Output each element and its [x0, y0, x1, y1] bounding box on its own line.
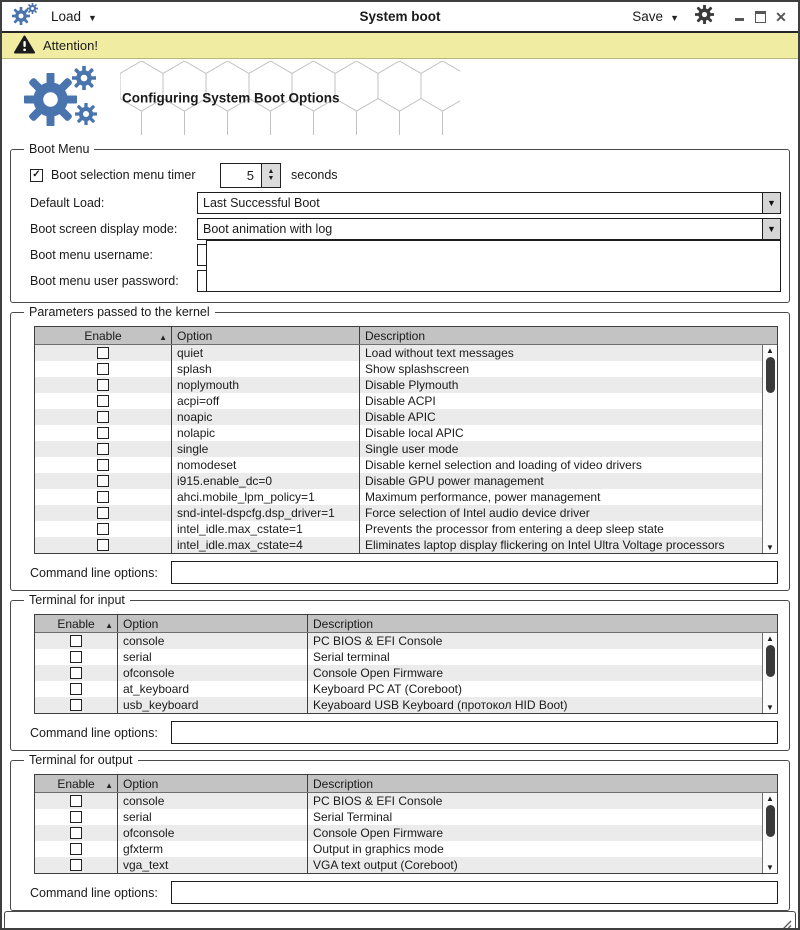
selected-value: Last Successful Boot: [203, 196, 320, 210]
option-cell: console: [118, 793, 308, 809]
option-cell: intel_idle.max_cstate=4: [172, 537, 360, 553]
display-mode-row: [21, 216, 781, 242]
status-bar: [4, 911, 796, 930]
enable-checkbox[interactable]: [97, 427, 109, 439]
group-legend: Boot Menu: [24, 142, 94, 156]
gears-illustration-icon: [22, 64, 108, 135]
boot-timer-row: [21, 160, 781, 190]
enable-checkbox[interactable]: [97, 507, 109, 519]
window-title: System boot: [359, 9, 441, 24]
enable-checkbox[interactable]: [97, 491, 109, 503]
scrollbar-thumb[interactable]: [766, 805, 775, 837]
load-menu-label: Load: [51, 9, 82, 24]
table-row[interactable]: [35, 377, 777, 393]
description-cell: VGA text output (Coreboot): [313, 858, 458, 872]
chevron-down-icon: [670, 9, 679, 24]
terminal-input-table: [34, 614, 778, 714]
boot-screen-display-mode-select[interactable]: [197, 218, 781, 240]
terminal-output-group: [10, 753, 790, 911]
chevron-down-icon[interactable]: [762, 219, 780, 239]
close-button[interactable]: [774, 9, 788, 25]
boot-timer-unit: seconds: [291, 168, 338, 182]
table-row[interactable]: [35, 489, 777, 505]
description-cell: Output in graphics mode: [313, 842, 444, 856]
table-row[interactable]: [35, 665, 777, 681]
chevron-down-icon[interactable]: [762, 193, 780, 213]
title-bar: [2, 2, 798, 33]
option-cell: nomodeset: [172, 457, 360, 473]
option-cell: noapic: [172, 409, 360, 425]
enable-checkbox[interactable]: [97, 411, 109, 423]
option-cell: snd-intel-dspcfg.dsp_driver=1: [172, 505, 360, 521]
option-cell: console: [118, 633, 308, 649]
load-menu-button[interactable]: [51, 9, 97, 24]
column-header-option[interactable]: Option: [118, 775, 308, 792]
table-row[interactable]: [35, 825, 777, 841]
description-cell: Force selection of Intel audio device driver: [365, 506, 590, 520]
sort-asc-icon: [105, 777, 113, 791]
enable-checkbox[interactable]: [97, 539, 109, 551]
dropdown-option[interactable]: [207, 273, 780, 289]
enable-checkbox[interactable]: [97, 379, 109, 391]
table-header: [35, 327, 777, 345]
description-cell: Load without text messages: [365, 346, 514, 360]
terminal-output-cmdline-input[interactable]: [171, 881, 778, 904]
sort-asc-icon: [105, 617, 113, 631]
option-cell: i915.enable_dc=0: [172, 473, 360, 489]
enable-checkbox[interactable]: [97, 347, 109, 359]
description-cell: Eliminates laptop display flickering on Intel Ultra Voltage processors: [365, 538, 725, 552]
cmdline-row: [21, 881, 781, 904]
spinner-buttons[interactable]: [261, 164, 280, 187]
description-cell: Single user mode: [365, 442, 459, 456]
sort-asc-icon: [159, 329, 167, 343]
terminal-input-group: [10, 593, 790, 751]
option-cell: intel_idle.max_cstate=1: [172, 521, 360, 537]
enable-checkbox[interactable]: [97, 475, 109, 487]
description-cell: Maximum performance, power management: [365, 490, 601, 504]
boot-timer-label: Boot selection menu timer: [51, 168, 196, 182]
scroll-up-icon[interactable]: [766, 793, 774, 804]
option-cell: splash: [172, 361, 360, 377]
table-row[interactable]: [35, 697, 777, 713]
default-load-row: [21, 190, 781, 216]
table-row[interactable]: [35, 505, 777, 521]
option-cell: serial: [118, 649, 308, 665]
column-header-description[interactable]: Description: [313, 776, 374, 791]
vertical-scrollbar[interactable]: [762, 793, 777, 873]
column-header-option[interactable]: Option: [118, 615, 308, 632]
column-header-option[interactable]: Option: [172, 327, 360, 344]
chevron-down-icon: [88, 9, 97, 24]
enable-checkbox[interactable]: [70, 843, 82, 855]
table-row[interactable]: [35, 633, 777, 649]
column-header-enable[interactable]: Enable ▲: [35, 615, 118, 632]
app-logo-gears-icon: [12, 3, 42, 31]
display-mode-label: Boot screen display mode:: [30, 222, 178, 236]
settings-gear-icon[interactable]: [695, 5, 714, 29]
group-legend: Terminal for output: [24, 753, 138, 767]
enable-checkbox[interactable]: [97, 443, 109, 455]
option-cell: quiet: [172, 345, 360, 361]
cmdline-label: Command line options:: [30, 565, 158, 580]
enable-checkbox[interactable]: [70, 667, 82, 679]
table-row[interactable]: [35, 457, 777, 473]
description-cell: Show splashscreen: [365, 362, 470, 376]
enable-checkbox[interactable]: [70, 651, 82, 663]
option-cell: ofconsole: [118, 825, 308, 841]
scrollbar-thumb[interactable]: [766, 357, 775, 393]
option-cell: at_keyboard: [118, 681, 308, 697]
description-cell: Disable APIC: [365, 410, 436, 424]
enable-checkbox[interactable]: [70, 635, 82, 647]
enable-checkbox[interactable]: [70, 811, 82, 823]
cmdline-row: [21, 561, 781, 584]
description-cell: PC BIOS & EFI Console: [313, 794, 443, 808]
kernel-params-table: [34, 326, 778, 554]
save-menu-label: Save: [632, 9, 664, 24]
vertical-scrollbar[interactable]: [762, 633, 777, 713]
table-row[interactable]: [35, 809, 777, 825]
minimize-button[interactable]: [732, 9, 746, 25]
enable-checkbox[interactable]: [70, 859, 82, 871]
table-row[interactable]: [35, 521, 777, 537]
description-cell: Disable local APIC: [365, 426, 464, 440]
column-header-enable[interactable]: Enable ▲: [35, 327, 172, 344]
default-load-label: Default Load:: [30, 196, 105, 210]
password-label: Boot menu user password:: [30, 274, 179, 288]
scroll-up-icon[interactable]: [766, 633, 774, 644]
table-row[interactable]: [35, 361, 777, 377]
boot-menu-group: [10, 142, 790, 303]
dropdown-option[interactable]: [207, 241, 780, 257]
enable-checkbox[interactable]: [70, 699, 82, 711]
enable-checkbox[interactable]: [97, 523, 109, 535]
scrollbar-thumb[interactable]: [766, 645, 775, 677]
option-cell: vga_text: [118, 857, 308, 873]
enable-checkbox[interactable]: [70, 683, 82, 695]
description-cell: Prevents the processor from entering a deep sleep state: [365, 522, 664, 536]
table-row[interactable]: [35, 473, 777, 489]
description-cell: Console Open Firmware: [313, 826, 444, 840]
table-row[interactable]: [35, 649, 777, 665]
table-row[interactable]: [35, 681, 777, 697]
column-header-description[interactable]: Description: [365, 328, 426, 343]
page-header: [2, 59, 798, 137]
option-cell: ahci.mobile_lpm_policy=1: [172, 489, 360, 505]
group-legend: Parameters passed to the kernel: [24, 305, 215, 319]
scroll-down-icon[interactable]: [766, 542, 774, 553]
boot-timer-checkbox[interactable]: [30, 169, 43, 182]
minimize-icon: [735, 18, 744, 21]
option-cell: single: [172, 441, 360, 457]
description-cell: Keyboard PC AT (Coreboot): [313, 682, 462, 696]
group-legend: Terminal for input: [24, 593, 130, 607]
table-row[interactable]: [35, 393, 777, 409]
option-cell: noplymouth: [172, 377, 360, 393]
table-row[interactable]: [35, 793, 777, 809]
table-row[interactable]: [35, 441, 777, 457]
option-cell: nolapic: [172, 425, 360, 441]
default-load-select[interactable]: [197, 192, 781, 214]
page-title: Configuring System Boot Options: [122, 90, 340, 106]
maximize-button[interactable]: [753, 9, 767, 25]
cmdline-label: Command line options:: [30, 725, 158, 740]
option-cell: ofconsole: [118, 665, 308, 681]
boot-timer-spinner[interactable]: [220, 163, 281, 188]
table-header: [35, 775, 777, 793]
terminal-input-cmdline-input[interactable]: [171, 721, 778, 744]
table-row[interactable]: [35, 857, 777, 873]
attention-bar: [2, 33, 798, 59]
table-row[interactable]: [35, 409, 777, 425]
table-row[interactable]: [35, 537, 777, 553]
enable-checkbox[interactable]: [97, 395, 109, 407]
column-header-enable[interactable]: Enable ▲: [35, 775, 118, 792]
option-cell: usb_keyboard: [118, 697, 308, 713]
column-header-description[interactable]: Description: [313, 616, 374, 631]
scroll-down-icon[interactable]: [766, 862, 774, 873]
resize-grip[interactable]: [779, 917, 792, 930]
terminal-output-table: [34, 774, 778, 874]
spinner-up-icon[interactable]: [268, 168, 275, 175]
description-cell: PC BIOS & EFI Console: [313, 634, 443, 648]
description-cell: Disable kernel selection and loading of video drivers: [365, 458, 642, 472]
cmdline-label: Command line options:: [30, 885, 158, 900]
spinner-value: 5: [246, 167, 254, 183]
option-cell: serial: [118, 809, 308, 825]
enable-checkbox[interactable]: [97, 363, 109, 375]
enable-checkbox[interactable]: [70, 795, 82, 807]
scroll-down-icon[interactable]: [766, 702, 774, 713]
option-cell: gfxterm: [118, 841, 308, 857]
attention-label: Attention!: [43, 38, 98, 53]
maximize-icon: [755, 11, 766, 23]
save-menu-button[interactable]: [632, 9, 679, 24]
warning-icon: [14, 35, 35, 57]
description-cell: Serial terminal: [313, 650, 390, 664]
table-row[interactable]: [35, 345, 777, 361]
option-cell: acpi=off: [172, 393, 360, 409]
description-cell: Disable Plymouth: [365, 378, 459, 392]
description-cell: Serial Terminal: [313, 810, 393, 824]
kernel-params-group: [10, 305, 790, 591]
kernel-cmdline-input[interactable]: [171, 561, 778, 584]
description-cell: Disable ACPI: [365, 394, 436, 408]
cmdline-row: [21, 721, 781, 744]
description-cell: Console Open Firmware: [313, 666, 444, 680]
spinner-down-icon[interactable]: [268, 175, 275, 182]
scroll-up-icon[interactable]: [766, 345, 774, 356]
table-row[interactable]: [35, 841, 777, 857]
enable-checkbox[interactable]: [97, 459, 109, 471]
description-cell: Disable GPU power management: [365, 474, 544, 488]
username-label: Boot menu username:: [30, 248, 153, 262]
table-row[interactable]: [35, 425, 777, 441]
enable-checkbox[interactable]: [70, 827, 82, 839]
table-header: [35, 615, 777, 633]
dropdown-option[interactable]: [207, 257, 780, 273]
description-cell: Keyaboard USB Keyboard (протокол HID Boot): [313, 698, 568, 712]
display-mode-dropdown-list: [206, 240, 781, 292]
vertical-scrollbar[interactable]: [762, 345, 777, 553]
selected-value: Boot animation with log: [203, 222, 333, 236]
